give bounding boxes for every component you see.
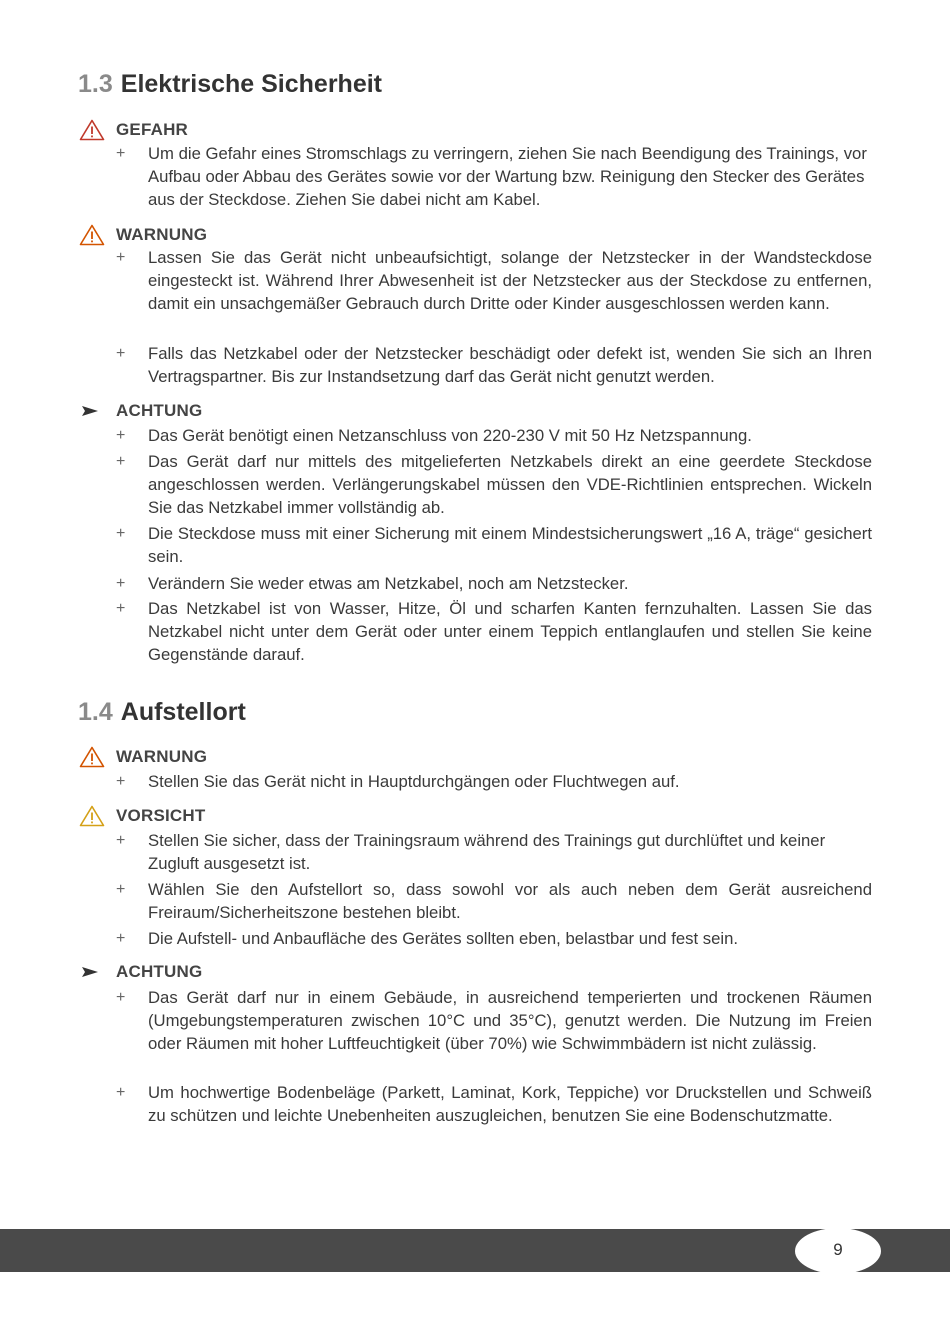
bullet-marker: + bbox=[116, 249, 126, 266]
notice-label-warnung: WARNUNG bbox=[116, 225, 208, 244]
section-title-elektrische-sicherheit bbox=[78, 70, 382, 99]
flag-pointer-icon bbox=[79, 962, 105, 984]
section-number: 1.4 bbox=[78, 698, 113, 726]
list-item: Das Gerät darf nur mittels des mitgelieferten Netzkabels direkt an eine geerdete Steckdose angeschlossen werden. Verlängerungskabel müssen den VDE-Richtlinien entsprechen. Wickeln Sie das Netzkabel immer vollständig ab. bbox=[148, 452, 872, 517]
notice-label-warnung: WARNUNG bbox=[116, 747, 208, 766]
bullet-marker: + bbox=[116, 575, 126, 592]
list-item: Um hochwertige Bodenbeläge (Parkett, Laminat, Kork, Teppiche) vor Druckstellen und Schweiß zu schützen und leichte Unebenheiten auszugleichen, benutzen Sie eine Bodenschutzmatte. bbox=[148, 1083, 872, 1125]
bullet-marker: + bbox=[116, 989, 126, 1006]
caution-triangle-icon bbox=[79, 805, 105, 827]
bullet-marker: + bbox=[116, 525, 126, 542]
list-item: Verändern Sie weder etwas am Netzkabel, noch am Netzstecker. bbox=[148, 574, 629, 593]
notice-label-vorsicht: VORSICHT bbox=[116, 806, 206, 825]
bullet-marker: + bbox=[116, 1084, 126, 1101]
list-item: Falls das Netzkabel oder der Netzstecker beschädigt oder defekt ist, wenden Sie sich an Ihren Vertragspartner. Bis zur Instandsetzung darf das Gerät nicht genutzt werden. bbox=[148, 344, 872, 386]
bullet-marker: + bbox=[116, 427, 126, 444]
section-title-aufstellort bbox=[78, 698, 246, 727]
warning-triangle-icon bbox=[79, 746, 105, 768]
section-heading: Aufstellort bbox=[120, 698, 246, 726]
list-item: Das Gerät benötigt einen Netzanschluss von 220-230 V mit 50 Hz Netzspannung. bbox=[148, 426, 752, 445]
list-item: Das Gerät darf nur in einem Gebäude, in ausreichend temperierten und trockenen Räumen (Umgebungstemperaturen zwischen 10°C und 35°C), genutzt werden. Die Nutzung im Freien oder Räumen mit hoher Luftfeuchtigkeit (über 70%) wie Schwimmbädern ist nicht zulässig. bbox=[148, 988, 872, 1053]
warning-triangle-icon bbox=[79, 224, 105, 246]
list-item: Die Steckdose muss mit einer Sicherung mit einem Mindestsicherungswert „16 A, träge“ gesichert sein. bbox=[148, 524, 872, 566]
list-item: Stellen Sie sicher, dass der Trainingsraum während des Trainings gut durchlüftet und keiner Zugluft ausgesetzt ist. bbox=[148, 831, 826, 873]
page-number: 9 bbox=[833, 1240, 843, 1259]
bullet-marker: + bbox=[116, 881, 126, 898]
bullet-marker: + bbox=[116, 145, 126, 162]
notice-label-achtung: ACHTUNG bbox=[116, 401, 203, 420]
warning-triangle-icon bbox=[79, 119, 105, 141]
section-heading: Elektrische Sicherheit bbox=[120, 70, 382, 98]
list-item: Das Netzkabel ist von Wasser, Hitze, Öl und scharfen Kanten fernzuhalten. Lassen Sie das Netzkabel nicht unter dem Gerät oder unter einem Teppich entlanglaufen und stellen Sie keine Gegenstände darauf. bbox=[148, 599, 872, 664]
list-item: Lassen Sie das Gerät nicht unbeaufsichtigt, solange der Netzstecker in der Wandsteckdose eingesteckt ist. Während Ihrer Abwesenheit ist der Netzstecker aus der Steckdose zu entfernen, damit ein unsachgemäßer Gebrauch durch Dritte oder Kinder ausgeschlossen werden kann. bbox=[148, 248, 872, 313]
list-item: Stellen Sie das Gerät nicht in Hauptdurchgängen oder Fluchtwegen auf. bbox=[148, 772, 680, 791]
bullet-marker: + bbox=[116, 930, 126, 947]
list-item: Wählen Sie den Aufstellort so, dass sowohl vor als auch neben dem Gerät ausreichend Freiraum/Sicherheitszone bestehen bleibt. bbox=[148, 880, 872, 922]
bullet-marker: + bbox=[116, 773, 126, 790]
notice-label-achtung: ACHTUNG bbox=[116, 962, 203, 981]
section-number: 1.3 bbox=[78, 70, 113, 98]
notice-label-gefahr: GEFAHR bbox=[116, 120, 189, 139]
bullet-marker: + bbox=[116, 832, 126, 849]
bullet-marker: + bbox=[116, 345, 126, 362]
flag-pointer-icon bbox=[79, 401, 105, 423]
list-item: Um die Gefahr eines Stromschlags zu verringern, ziehen Sie nach Beendigung des Trainings, vor Aufbau oder Abbau des Gerätes sowie vor der Wartung bzw. Reinigung den Stecker des Gerätes aus der Steckdose. Ziehen Sie dabei nicht am Kabel. bbox=[148, 144, 867, 209]
bullet-marker: + bbox=[116, 600, 126, 617]
list-item: Die Aufstell- und Anbaufläche des Gerätes sollten eben, belastbar und fest sein. bbox=[148, 929, 739, 948]
bullet-marker: + bbox=[116, 453, 126, 470]
